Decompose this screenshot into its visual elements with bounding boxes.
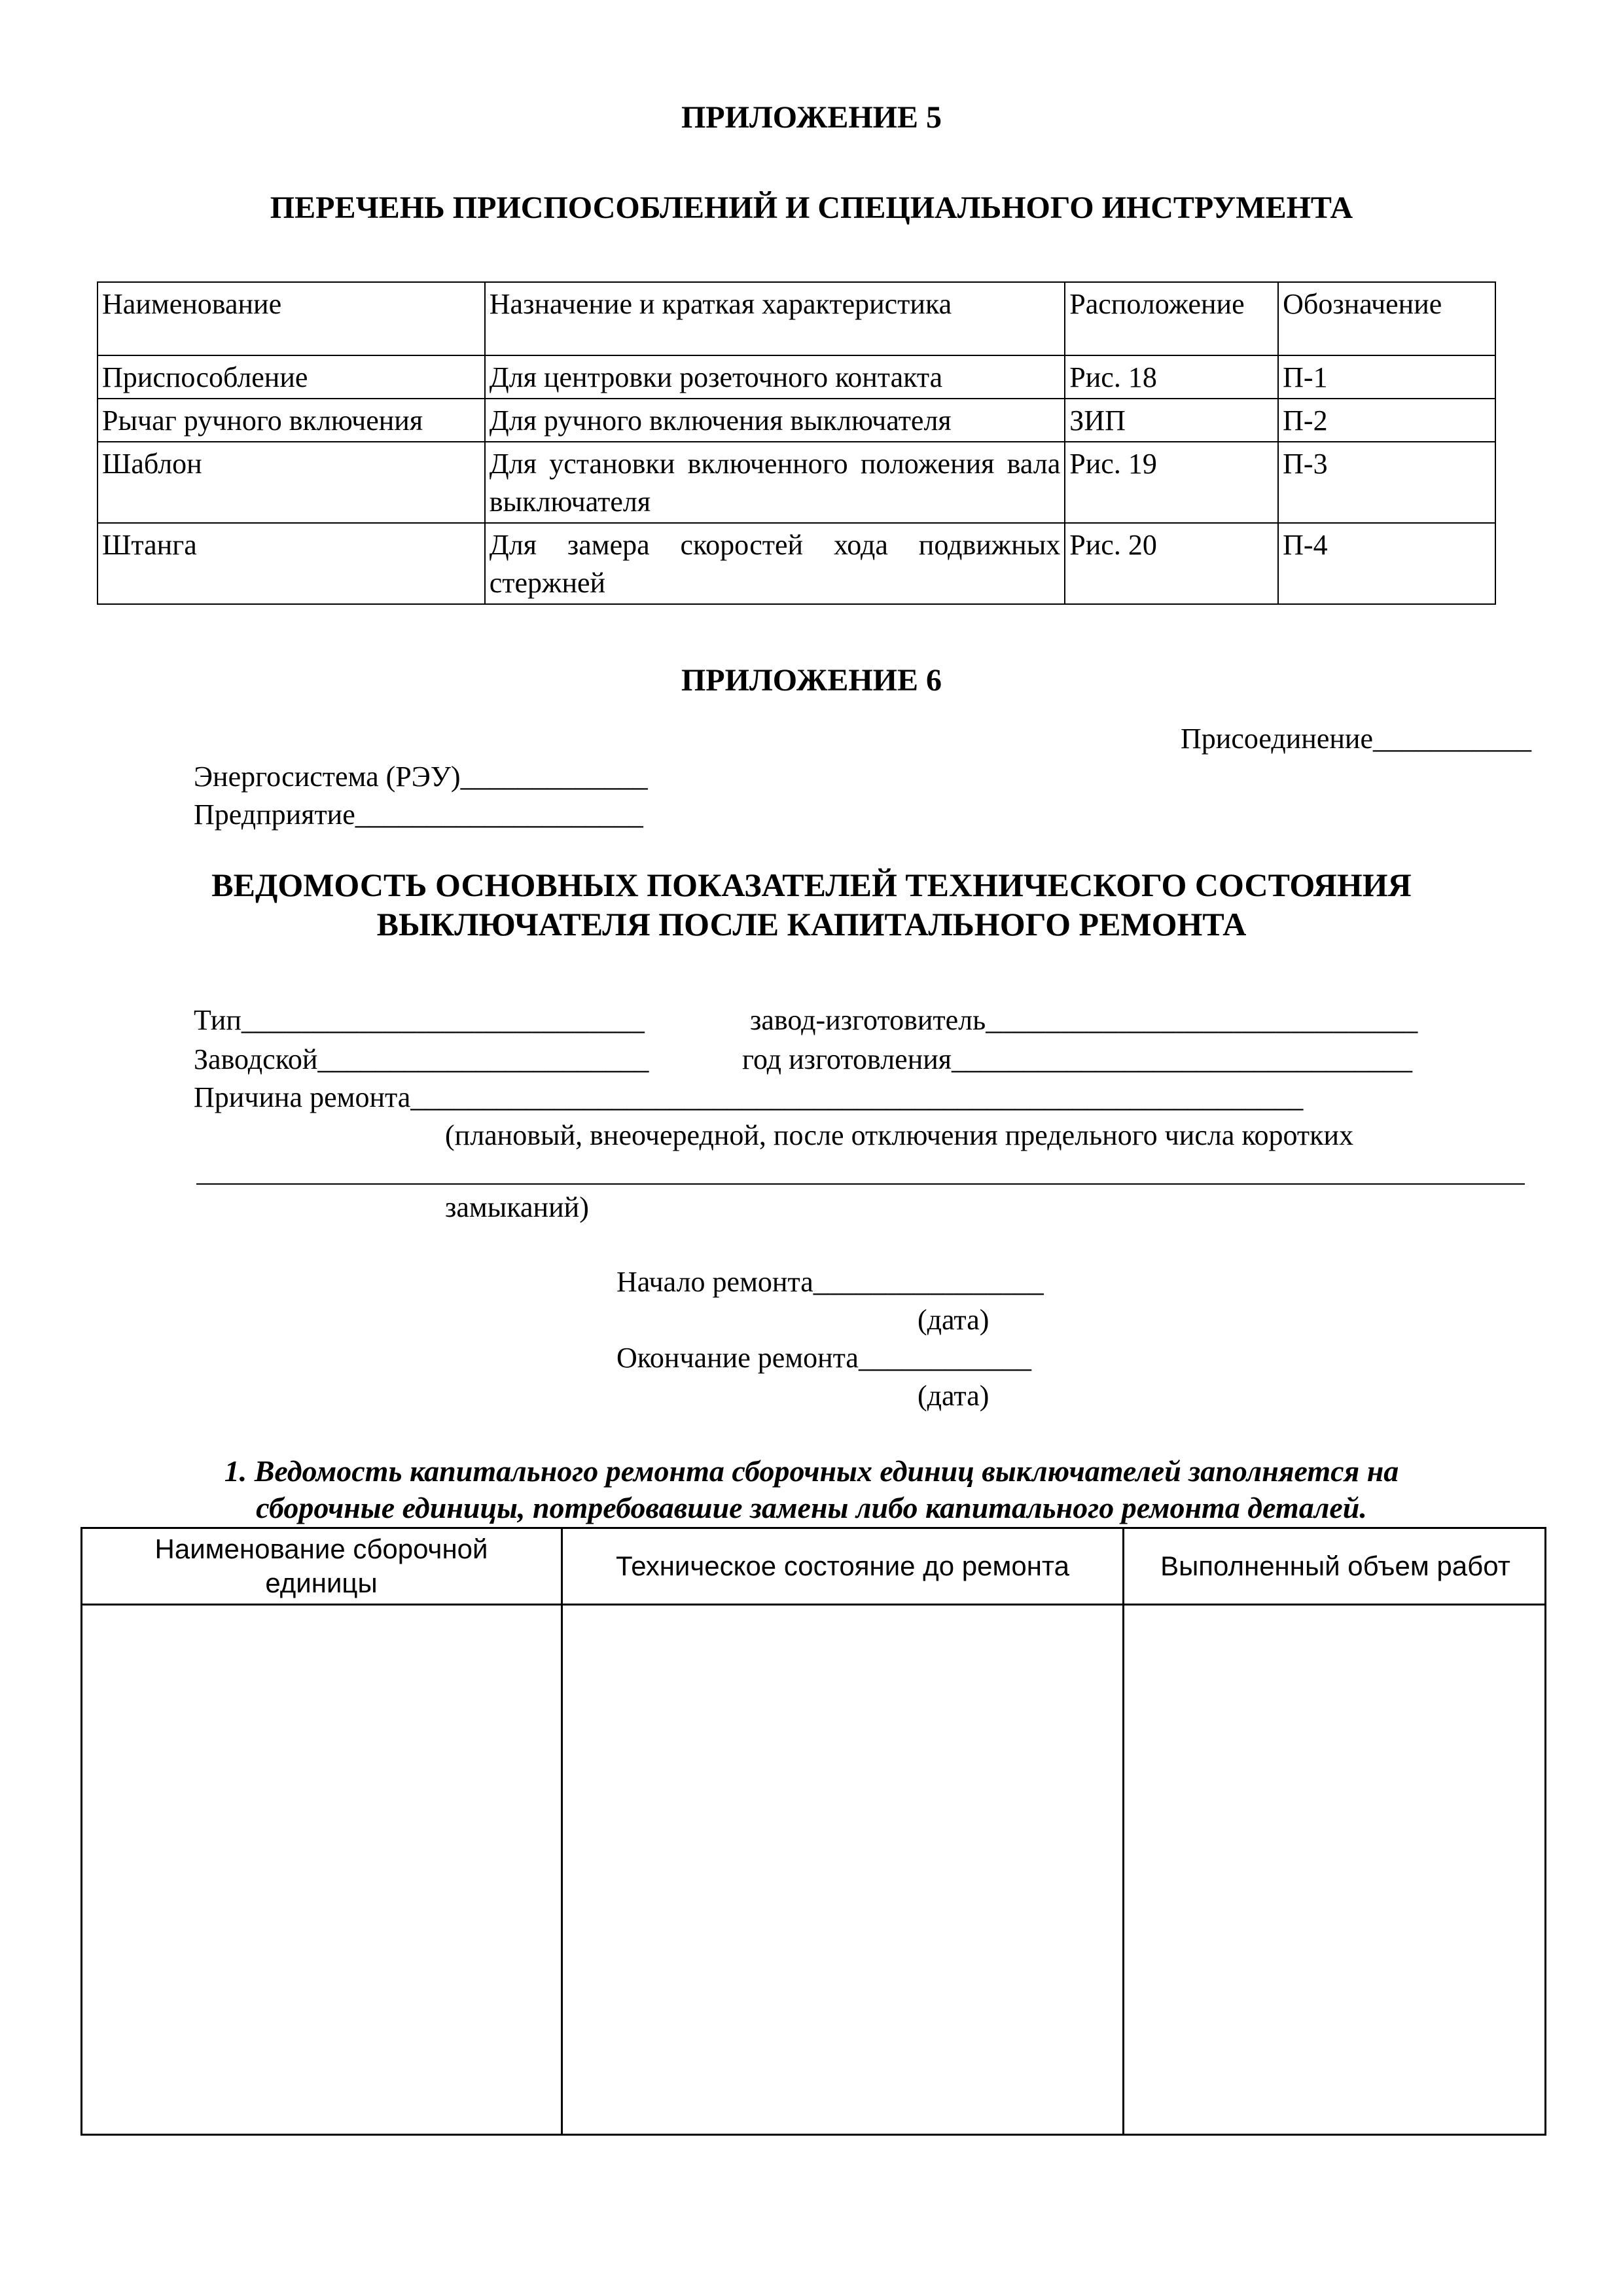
cell-name: Рычаг ручного включения [98, 399, 485, 442]
header-work-done: Выполненный объем работ [1160, 1551, 1510, 1581]
header-unit-name: Наименование сборочной единицы [154, 1534, 488, 1598]
header-location: Расположение [1065, 282, 1278, 355]
cell-name: Приспособление [98, 355, 485, 399]
column-divider [561, 1529, 563, 2134]
repair-table [80, 1527, 1546, 2136]
cell-purpose: Для ручного включения выключателя [485, 399, 1065, 442]
table-row [98, 442, 1495, 523]
reason-continuation-line [196, 1183, 1525, 1185]
reason-hint-end: замыканий) [445, 1191, 589, 1223]
date-label: (дата) [918, 1380, 990, 1412]
cell-location: Рис. 18 [1065, 355, 1278, 399]
repair-start-field: Начало ремонта________________ [616, 1266, 1044, 1298]
column-divider [1122, 1529, 1124, 2134]
cell-purpose: Для замера скоростей хода подвижных стержней [485, 523, 1065, 604]
section1-title-line1: 1. Ведомость капитального ремонта сборочных единиц выключателей заполняется на [224, 1454, 1399, 1488]
type-field: Тип____________________________ [194, 1004, 645, 1036]
appendix5-title: ПРИЛОЖЕНИЕ 5 [681, 100, 942, 135]
header-code: Обозначение [1278, 282, 1495, 355]
doc-title-line2: ВЫКЛЮЧАТЕЛЯ ПОСЛЕ КАПИТАЛЬНОГО РЕМОНТА [376, 906, 1247, 942]
cell-code: П-2 [1278, 399, 1495, 442]
manufacturer-field: завод-изготовитель______________________________ [750, 1004, 1418, 1036]
tools-table-header [98, 282, 1495, 355]
doc-title-line1: ВЕДОМОСТЬ ОСНОВНЫХ ПОКАЗАТЕЛЕЙ ТЕХНИЧЕСКОГО СОСТОЯНИЯ [211, 867, 1412, 903]
cell-purpose: Для центровки розеточного контакта [485, 355, 1065, 399]
cell-name: Шаблон [98, 442, 485, 523]
serial-field: Заводской_______________________ [194, 1043, 649, 1075]
repair-reason-field: Причина ремонта______________________________________________________________ [194, 1081, 1304, 1113]
table-row [98, 399, 1495, 442]
header-condition: Техническое состояние до ремонта [615, 1551, 1070, 1581]
appendix6-title: ПРИЛОЖЕНИЕ 6 [681, 663, 942, 698]
date-label: (дата) [918, 1304, 990, 1336]
cell-name: Штанга [98, 523, 485, 604]
table-row [98, 523, 1495, 604]
cell-location: ЗИП [1065, 399, 1278, 442]
year-field: год изготовления________________________________ [742, 1043, 1413, 1075]
cell-code: П-4 [1278, 523, 1495, 604]
header-divider [82, 1604, 1544, 1605]
appendix5-subtitle: ПЕРЕЧЕНЬ ПРИСПОСОБЛЕНИЙ И СПЕЦИАЛЬНОГО ИНСТРУМЕНТА [270, 190, 1353, 225]
table-row [98, 355, 1495, 399]
header-purpose: Назначение и краткая характеристика [485, 282, 1065, 355]
repair-end-field: Окончание ремонта____________ [616, 1342, 1031, 1374]
cell-location: Рис. 19 [1065, 442, 1278, 523]
tools-table [97, 281, 1496, 605]
reason-hint: (плановый, внеочередной, после отключения предельного числа коротких [445, 1119, 1354, 1151]
cell-code: П-3 [1278, 442, 1495, 523]
energy-system-field: Энергосистема (РЭУ)_____________ [194, 761, 648, 793]
cell-location: Рис. 20 [1065, 523, 1278, 604]
enterprise-field: Предприятие____________________ [194, 798, 643, 831]
section1-title-line2: сборочные единицы, потребовавшие замены либо капитального ремонта деталей. [256, 1491, 1367, 1524]
cell-code: П-1 [1278, 355, 1495, 399]
cell-purpose: Для установки включенного положения вала выключателя [485, 442, 1065, 523]
connection-field: Присоединение___________ [1181, 723, 1531, 755]
header-name: Наименование [98, 282, 485, 355]
